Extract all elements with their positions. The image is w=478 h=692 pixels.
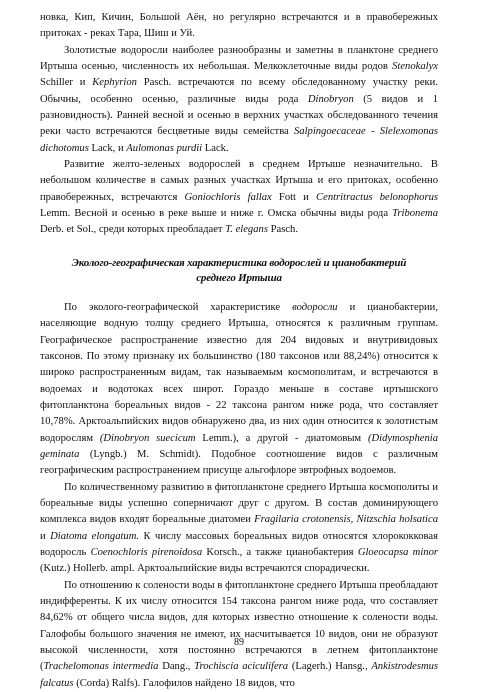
italic-taxon-text: Trachelomonas intermedia <box>43 661 159 673</box>
text-run: Schiller и <box>40 77 93 89</box>
text-run: Lemm. Весной и осенью в реке выше и ниже г. Омска обычны виды рода <box>40 208 393 220</box>
italic-taxon-text: Goniochloris fallax <box>184 191 272 203</box>
text-run: Развитие желто-зеленых водорослей в среднем Иртыше незначительно. В небольшом количестве в самых разных участках Иртыша и его притоках, особенно правобережных, встречаются <box>40 159 438 203</box>
text-run: К числу массовых бореальных видов относятся хлорококковая водоросль <box>40 530 438 558</box>
italic-taxon-text: Centritractus belonophorus <box>316 191 438 203</box>
text-run: Fott и <box>271 191 317 203</box>
italic-taxon-text: Gloeocapsa minor <box>357 546 438 558</box>
italic-taxon-text: Slelexomonas dichotomus <box>40 126 439 154</box>
text-run: По количественному развитию в фитопланктоне среднего Иртыша космополиты и бореальные виды успешно соперничают друг с другом. В состав доминирующего комплекса видов входят бореальные диатомеи <box>40 481 438 526</box>
italic-taxon-text: (Didymosphenia geminata <box>40 432 438 460</box>
text-run: Derb. et Sol., среди которых преобладает <box>40 224 226 236</box>
italic-taxon-text: Dinobryon <box>307 93 354 105</box>
italic-taxon-text: Kephyrion <box>92 77 137 89</box>
italic-taxon-text: Coenochloris pirenoidosa <box>90 546 203 558</box>
italic-taxon-text: Salpingoecaceae <box>293 126 366 138</box>
text-run: Lemm.), а другой - диатомовым <box>195 432 368 444</box>
italic-taxon-text: T. elegans <box>225 224 268 236</box>
paragraph <box>40 10 438 43</box>
text-run: и <box>40 530 51 542</box>
italic-taxon-text: Tribonema <box>392 208 438 220</box>
italic-taxon-text: Fragilaria crotonensis, Nitzschia holsatica <box>254 514 438 526</box>
paragraph <box>40 578 438 692</box>
italic-taxon-text: (Dinobryon suecicum <box>99 432 196 444</box>
text-run: новка, Кип, Кичин, Большой Аён, но регулярно встречаются и в правобережных притоках - реках Тара, Шиш и Уй. <box>40 12 438 40</box>
paragraph <box>40 480 438 578</box>
paragraph <box>40 300 438 480</box>
paragraph <box>40 157 438 239</box>
text-run: (5 видов и 1 разновидность). Ранней весной и осенью в верхних участках обследованного течения реки часто встречаются бесцветные виды семейства <box>40 93 438 138</box>
italic-taxon-text: Stenokalyx <box>392 61 438 73</box>
text-run: Lack. <box>202 142 229 154</box>
text-run: (Lyngb.) M. Schmidt). Подобное соотношение видов с различным географическим распространением присуще альгофлоре эвтрофных водоемов. <box>40 448 438 477</box>
text-run: (Kutz.) Hollerb. ampl. Арктоальпийские виды встречаются спорадически. <box>40 563 370 575</box>
body-text-top <box>40 10 438 239</box>
text-run: Lack, и <box>88 142 127 154</box>
section-heading-line-2: среднего Иртыша <box>196 271 282 284</box>
page-number: 89 <box>234 637 244 648</box>
italic-taxon-text: Trochiscia aciculifera <box>194 661 289 673</box>
text-run: Dang., <box>158 661 195 673</box>
text-run: и цианобактерии, населяющие водную толщу среднего Иртыша, относятся к различным группам. Географическое распространение известно для 204 видовых и внутривидовых таксонов. По этому признаку их большинство (180 таксонов или 88,24%) относится к широко распространенным видам, так называемым космополитам, и встречаются в водоемах и водотоках всех широт. Гораздо меньше в составе иртышского фитопланктона бореальных видов - 22 таксона рангом ниже рода, что составляет 10,78%. Арктоальпийских видов обнаружено два, из них один относится к золотистым водорослям <box>40 301 438 444</box>
italic-taxon-text: Aulomonas purdii <box>126 142 203 154</box>
text-run: (Lagerh.) Hansg., <box>288 661 372 673</box>
text-run: (Corda) Ralfs). Галофилов найдено 18 видов, что <box>73 677 295 689</box>
section-heading-line-1: Эколого-географическая характеристика водорослей и цианобактерий <box>71 256 407 269</box>
text-run: Pasch. встречаются по всему обследованному участку реки. Обычны, особенно осенью, различные виды рода <box>40 77 438 105</box>
text-run: По отношению к солености воды в фитопланктоне среднего Иртыша преобладают индифференты. К их числу относится 154 таксона рангом ниже рода, что составляет 84,62% от общего числа видов, для которых известно отношение к солености воды. Галофобы большого значения не имеют, их насчитывается 10 видов, они не образуют высокой численности, хотя постоянно встречаются в летнем фитопланктоне ( <box>40 579 438 673</box>
section-heading <box>60 256 418 286</box>
text-run: - <box>365 126 380 138</box>
italic-taxon-text: Ankistrodesmus falcatus <box>40 661 439 689</box>
paragraph <box>40 43 438 157</box>
text-run: Pasch. <box>267 224 298 236</box>
italic-taxon-text: Diatoma elongatum. <box>50 530 140 542</box>
text-run: Korsch., а также цианобактерия <box>202 546 358 558</box>
italic-taxon-text: водоросли <box>292 301 338 313</box>
body-text-bottom <box>40 300 438 692</box>
text-run: Золотистые водоросли наиболее разнообразны и заметны в планктоне среднего Иртыша осенью, численность их небольшая. Мелкоклеточные виды родов <box>40 44 438 73</box>
text-run: По эколого-географической характеристике <box>64 301 293 313</box>
